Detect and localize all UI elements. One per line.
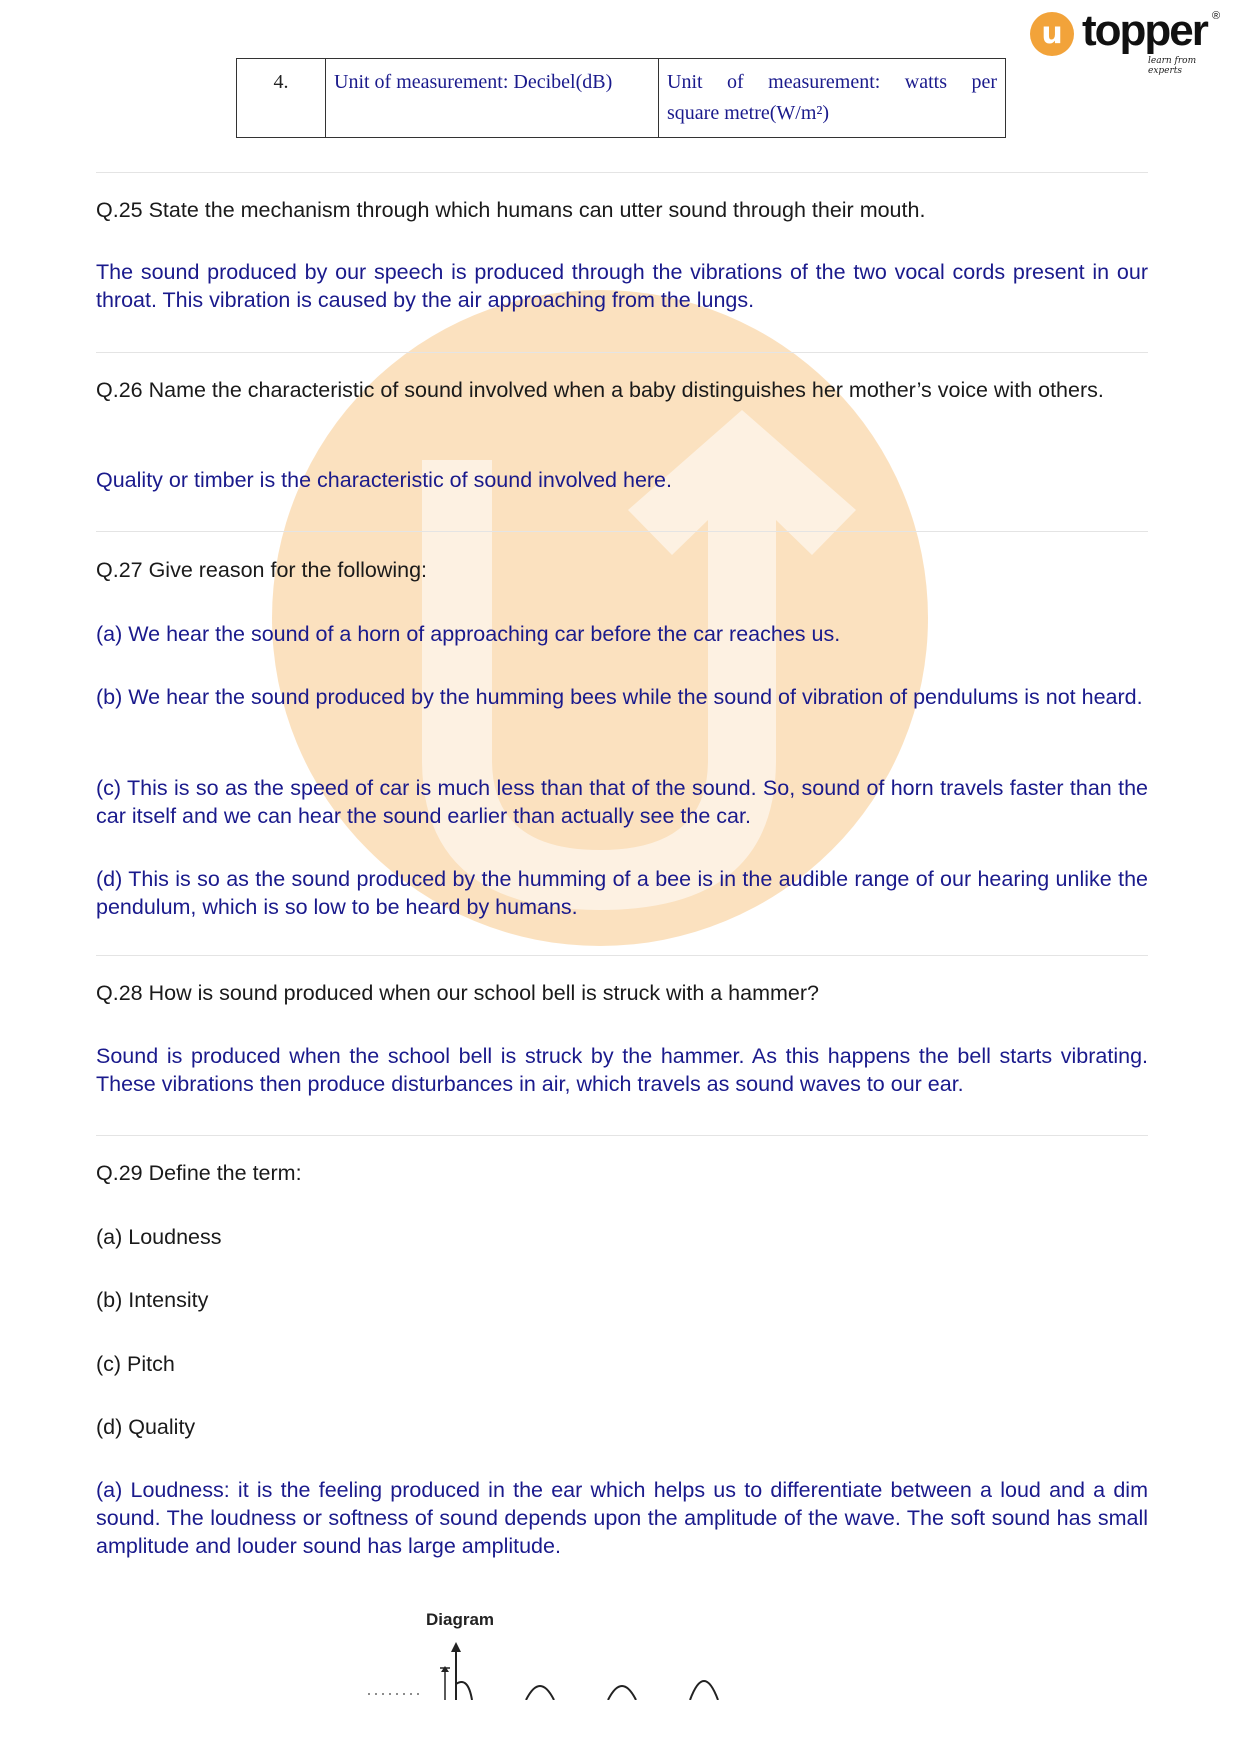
wave-diagram-graphic bbox=[360, 1604, 760, 1700]
question-26: Q.26 Name the characteristic of sound involved when a baby distinguishes her mother’s voice with others. bbox=[96, 378, 1104, 402]
topper-logo[interactable] bbox=[1030, 6, 1230, 76]
question-29: Q.29 Define the term: bbox=[96, 1161, 302, 1185]
question-29-part-b: (b) Intensity bbox=[96, 1288, 209, 1312]
question-29-part-d: (d) Quality bbox=[96, 1415, 196, 1439]
question-27-part-b: (b) We hear the sound produced by the humming bees while the sound of vibration of pendulums is not heard. bbox=[96, 685, 1143, 709]
question-29-part-c: (c) Pitch bbox=[96, 1352, 175, 1376]
answer-26: Quality or timber is the characteristic of sound involved here. bbox=[96, 468, 672, 492]
question-25: Q.25 State the mechanism through which humans can utter sound through their mouth. bbox=[96, 198, 926, 222]
answer-27-part-c: (c) This is so as the speed of car is much less than that of the sound. So, sound of horn travels faster than the car itself and we can hear the sound earlier than actually see the car. bbox=[96, 776, 1148, 828]
logo-tagline: learn from experts bbox=[1148, 56, 1197, 76]
loudness-diagram bbox=[360, 1604, 760, 1700]
table-cell-number: 4. bbox=[237, 59, 326, 138]
logo-u-icon: u bbox=[1030, 12, 1074, 56]
answer-29-loudness: (a) Loudness: it is the feeling produced in the ear which helps us to differentiate between a loud and a dim sound. The loudness or softness of sound depends upon the amplitude of the wave. The soft sound has small amplitude and louder sound has large amplitude. bbox=[96, 1478, 1148, 1558]
registered-mark: ® bbox=[1212, 10, 1221, 22]
question-27: Q.27 Give reason for the following: bbox=[96, 558, 428, 582]
answer-25: The sound produced by our speech is produced through the vibrations of the two vocal cords present in our throat. This vibration is caused by the air approaching from the lungs. bbox=[96, 260, 1148, 312]
question-29-part-a: (a) Loudness bbox=[96, 1225, 222, 1249]
table-cell-loudness-unit: Unit of measurement: Decibel(dB) bbox=[326, 59, 659, 138]
question-27-part-a: (a) We hear the sound of a horn of approaching car before the car reaches us. bbox=[96, 622, 841, 646]
answer-28: Sound is produced when the school bell is struck by the hammer. As this happens the bell starts vibrating. These vibrations then produce disturbances in air, which travels as sound waves to our ear. bbox=[96, 1044, 1148, 1096]
logo-wordmark: topper bbox=[1082, 6, 1207, 55]
intensity-unit-line2: square metre(W/m²) bbox=[667, 102, 830, 124]
diagram-title: Diagram bbox=[426, 1610, 495, 1629]
answer-27-part-d: (d) This is so as the sound produced by the humming of a bee is in the audible range of our hearing unlike the pendulum, which is so low to be heard by humans. bbox=[96, 867, 1148, 919]
intensity-unit-line1: Unit of measurement: watts per bbox=[667, 71, 997, 93]
question-28: Q.28 How is sound produced when our school bell is struck with a hammer? bbox=[96, 981, 819, 1005]
